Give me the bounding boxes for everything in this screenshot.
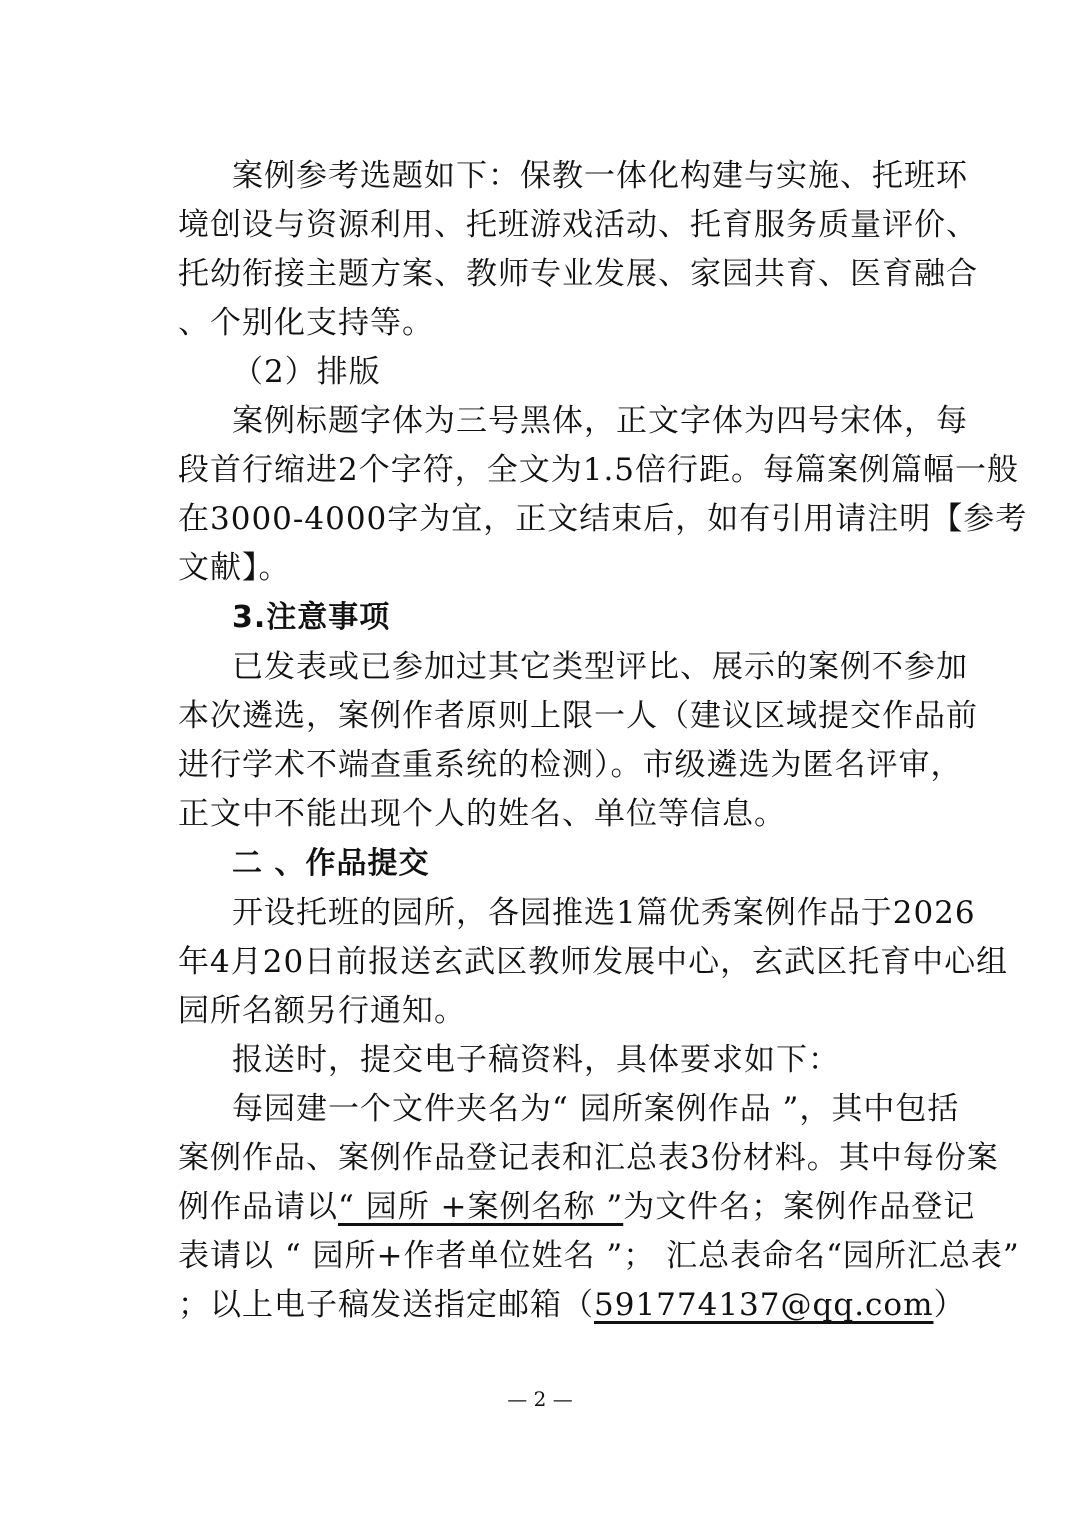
paragraph-topics-line-1: 案例参考选题如下：保教一体化构建与实施、托班环 bbox=[232, 158, 968, 194]
paragraph-submission-line-2: 年4月20日前报送玄武区教师发展中心，玄武区托育中心组 bbox=[178, 944, 1009, 980]
paragraph-layout-line-1: 案例标题字体为三号黑体，正文字体为四号宋体，每 bbox=[232, 403, 968, 439]
paragraph-layout-line-2: 段首行缩进2个字符，全文为1.5倍行距。每篇案例篇幅一般 bbox=[178, 452, 1020, 488]
email-suffix: ） bbox=[933, 1287, 966, 1323]
paragraph-submission-line-1: 开设托班的园所，各园推选1篇优秀案例作品于2026 bbox=[232, 895, 976, 931]
paragraph-submission-line-3: 园所名额另行通知。 bbox=[178, 993, 466, 1029]
section-heading-submission: 二 、作品提交 bbox=[232, 846, 430, 881]
paragraph-folder-line-4: 表请以 “ 园所+作者单位姓名 ”； 汇总表命名“园所汇总表” bbox=[178, 1238, 1020, 1274]
email-prefix: ；以上电子稿发送指定邮箱（ bbox=[178, 1287, 594, 1323]
paragraph-topics-line-4: 、个别化支持等。 bbox=[178, 305, 434, 341]
paragraph-notes-line-2: 本次遴选，案例作者原则上限一人（建议区域提交作品前 bbox=[178, 698, 978, 734]
paragraph-folder-line-1: 每园建一个文件夹名为“ 园所案例作品 ”，其中包括 bbox=[232, 1091, 960, 1127]
paragraph-folder-line-5 bbox=[178, 1285, 965, 1325]
paragraph-layout-line-4: 文献】。 bbox=[178, 550, 291, 586]
paragraph-notes-line-1: 已发表或已参加过其它类型评比、展示的案例不参加 bbox=[232, 649, 968, 685]
paragraph-topics-line-2: 境创设与资源利用、托班游戏活动、托育服务质量评价、 bbox=[178, 207, 978, 243]
filename-rule-prefix: 例作品请以 bbox=[178, 1189, 338, 1225]
filename-rule-suffix: 为文件名；案例作品登记 bbox=[623, 1189, 976, 1225]
paragraph-topics-line-3: 托幼衔接主题方案、教师专业发展、家园共育、医育融合 bbox=[178, 256, 978, 292]
paragraph-folder-line-3 bbox=[178, 1187, 975, 1227]
paragraph-layout-line-3: 在3000-4000字为宜，正文结束后，如有引用请注明【参考 bbox=[178, 501, 1028, 537]
paragraph-notes-line-3: 进行学术不端查重系统的检测）。市级遴选为匿名评审， bbox=[178, 747, 963, 783]
paragraph-notes-line-4: 正文中不能出现个人的姓名、单位等信息。 bbox=[178, 796, 786, 832]
subheading-layout: （2）排版 bbox=[232, 354, 381, 390]
section-heading-notes: 3.注意事项 bbox=[232, 600, 391, 635]
filename-format: “ 园所 +案例名称 ” bbox=[338, 1189, 624, 1225]
email-link[interactable]: 591774137@qq.com bbox=[594, 1287, 934, 1323]
page-number: — 2 — bbox=[507, 1387, 573, 1411]
paragraph-requirements-intro: 报送时，提交电子稿资料，具体要求如下： bbox=[232, 1042, 840, 1078]
paragraph-folder-line-2: 案例作品、案例作品登记表和汇总表3份材料。其中每份案 bbox=[178, 1140, 999, 1176]
